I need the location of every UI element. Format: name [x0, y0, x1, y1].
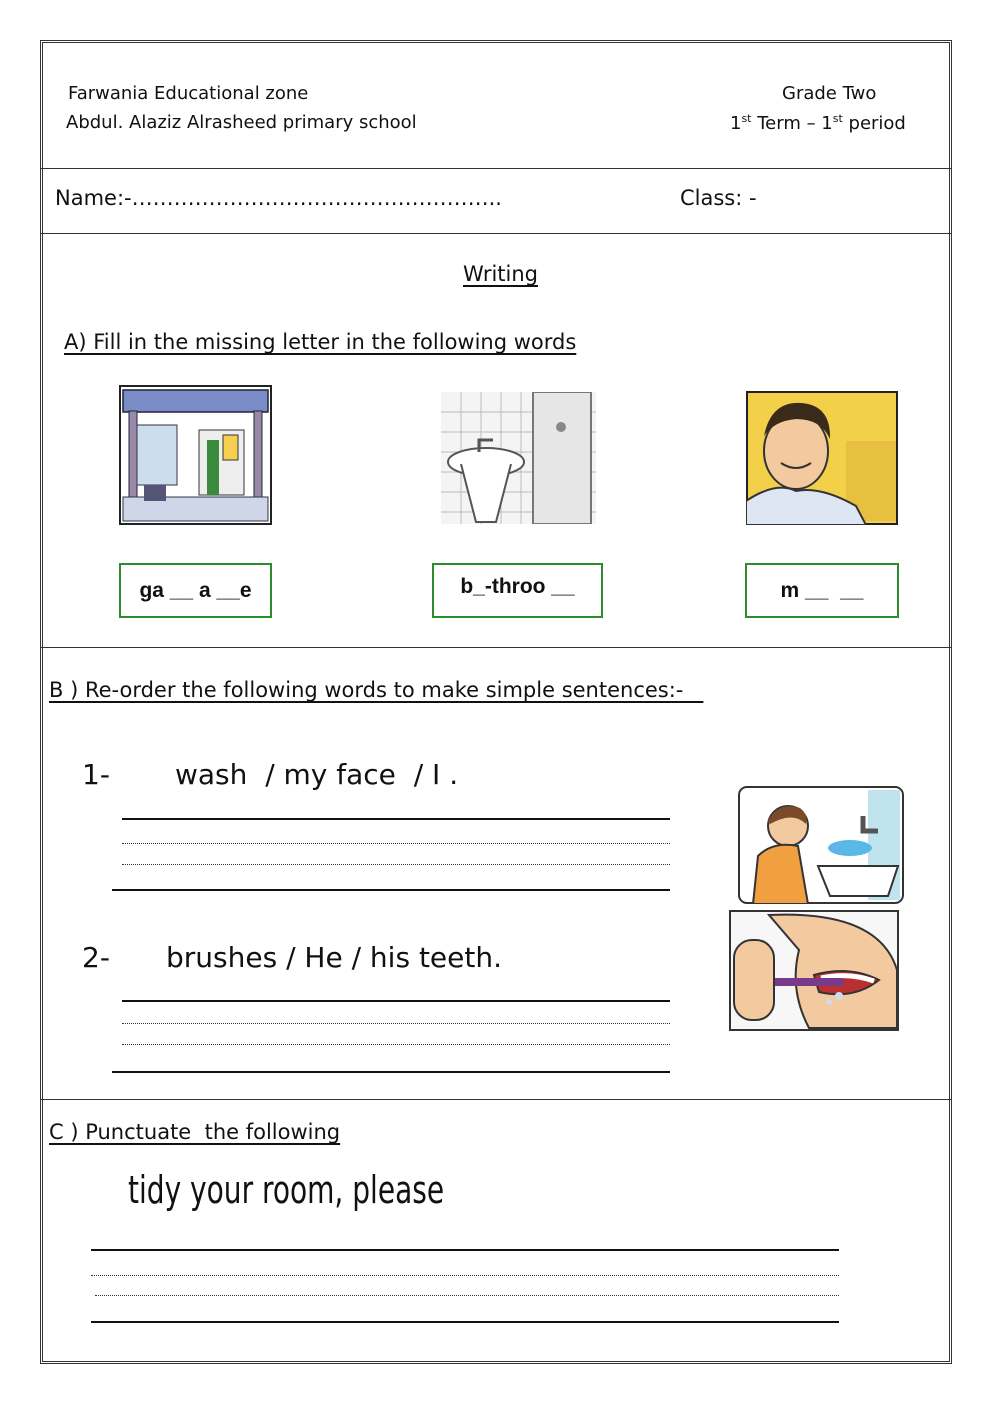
worksheet-frame	[40, 40, 952, 1364]
item-2-words: brushes / He / his teeth.	[166, 941, 502, 974]
answer-line[interactable]	[112, 1071, 670, 1073]
word-box-1[interactable]: ga __ a __e	[119, 563, 272, 618]
school-label: Abdul. Alaziz Alrasheed primary school	[66, 112, 417, 133]
divider	[41, 233, 951, 234]
item-1-words: wash / my face / I .	[175, 758, 459, 791]
zone-label: Farwania Educational zone	[68, 83, 309, 104]
section-b-heading: B ) Re-order the following words to make simple sentences:-	[49, 678, 704, 702]
word-box-3[interactable]: m __ __	[745, 563, 899, 618]
term-number: 1	[730, 113, 742, 134]
answer-line[interactable]	[122, 818, 670, 820]
name-label: Name:-……………………………………………..	[55, 186, 502, 210]
bathroom-picture	[441, 392, 596, 524]
punctuation-sentence: tidy your room, please	[128, 1168, 445, 1212]
man-picture	[746, 391, 898, 525]
answer-line[interactable]	[91, 1249, 839, 1251]
word-box-2[interactable]: b_-throo __	[432, 563, 603, 618]
class-label: Class: -	[680, 186, 757, 210]
answer-line[interactable]	[91, 1321, 839, 1323]
grade-label: Grade Two	[782, 83, 877, 104]
divider	[41, 647, 951, 648]
section-a-heading: A) Fill in the missing letter in the following words	[64, 330, 577, 354]
answer-line-dotted[interactable]	[122, 864, 670, 865]
divider	[41, 168, 951, 169]
answer-line[interactable]	[122, 1000, 670, 1002]
answer-line-dotted[interactable]	[95, 1295, 839, 1296]
period-text: period	[842, 113, 906, 134]
item-2-number: 2-	[82, 941, 110, 974]
answer-line[interactable]	[112, 889, 670, 891]
answer-line-dotted[interactable]	[91, 1275, 839, 1276]
term-sup: st	[741, 112, 752, 125]
divider	[41, 1099, 951, 1100]
garage-picture	[119, 385, 272, 525]
period-sup: st	[832, 112, 843, 125]
section-c-heading: C ) Punctuate the following	[49, 1120, 341, 1144]
item-1-number: 1-	[82, 758, 110, 791]
term-label	[730, 112, 906, 134]
washing-face-picture	[738, 786, 904, 904]
answer-line-dotted[interactable]	[122, 843, 670, 844]
term-text: Term – 1	[751, 113, 833, 134]
answer-line-dotted[interactable]	[122, 1023, 670, 1024]
brushing-teeth-picture	[729, 910, 899, 1031]
answer-line-dotted[interactable]	[122, 1044, 670, 1045]
page-title: Writing	[463, 262, 538, 286]
